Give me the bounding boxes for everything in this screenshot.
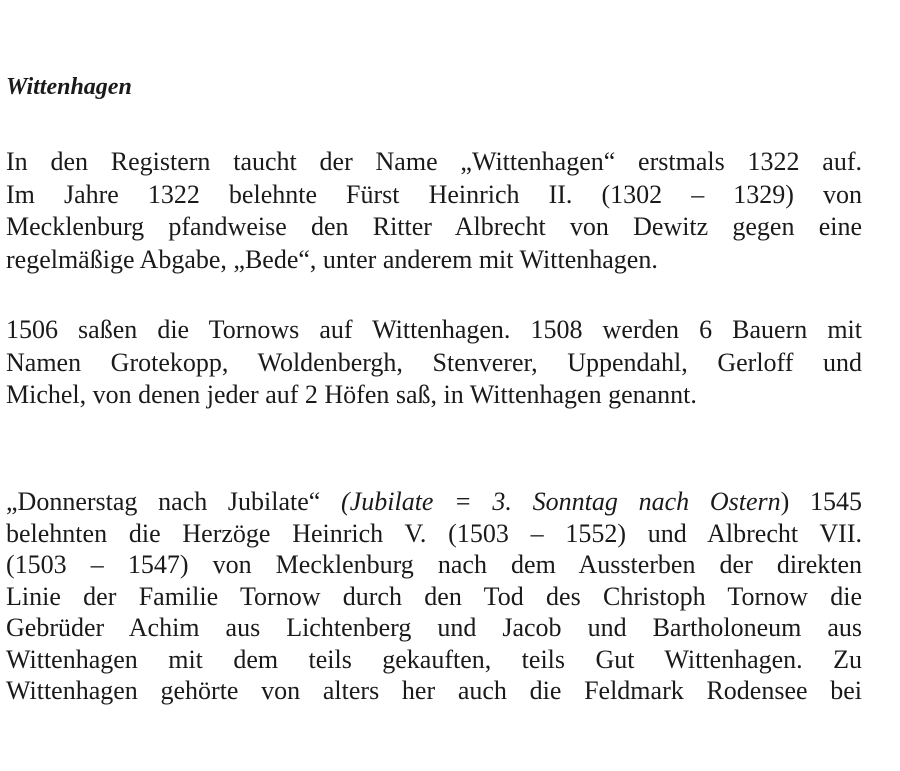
section-title: Wittenhagen bbox=[6, 74, 132, 100]
text-line: Im Jahre 1322 belehnte Fürst Heinrich II. (1302 – 1329) von bbox=[6, 179, 862, 209]
text-line: Namen Grotekopp, Woldenbergh, Stenverer, Uppendahl, Gerloff und bbox=[6, 347, 862, 377]
text-line: Wittenhagen gehörte von alters her auch die Feldmark Rodensee bei bbox=[6, 676, 862, 705]
text-line: Gebrüder Achim aus Lichtenberg und Jacob und Bartholoneum aus bbox=[6, 613, 862, 642]
text-line: (1503 – 1547) von Mecklenburg nach dem Aussterben der direkten bbox=[6, 550, 862, 579]
paragraph-3 bbox=[6, 486, 862, 707]
text-line: In den Registern taucht der Name „Wittenhagen“ erstmals 1322 auf. bbox=[6, 147, 862, 176]
text-line: Wittenhagen mit dem teils gekauften, teils Gut Wittenhagen. Zu bbox=[6, 644, 862, 674]
paragraph-2 bbox=[6, 314, 862, 412]
text-line: regelmäßige Abgabe, „Bede“, unter anderem mit Wittenhagen. bbox=[6, 244, 658, 274]
text-segment: ) 1545 bbox=[780, 487, 862, 516]
text-line: Mecklenburg pfandweise den Ritter Albrecht von Dewitz gegen eine bbox=[6, 212, 862, 241]
document-page bbox=[6, 0, 862, 771]
text-line: Michel, von denen jeder auf 2 Höfen saß, in Wittenhagen genannt. bbox=[6, 380, 697, 409]
text-segment: „Donnerstag nach Jubilate“ bbox=[6, 487, 342, 516]
text-line bbox=[6, 486, 862, 518]
text-line: belehnten die Herzöge Heinrich V. (1503 – 1552) und Albrecht VII. bbox=[6, 518, 862, 548]
text-line: 1506 saßen die Tornows auf Wittenhagen. 1508 werden 6 Bauern mit bbox=[6, 315, 862, 344]
text-line: Linie der Familie Tornow durch den Tod des Christoph Tornow die bbox=[6, 581, 862, 611]
paragraph-1 bbox=[6, 146, 862, 276]
italic-note: (Jubilate = 3. Sonntag nach Ostern bbox=[341, 487, 781, 516]
